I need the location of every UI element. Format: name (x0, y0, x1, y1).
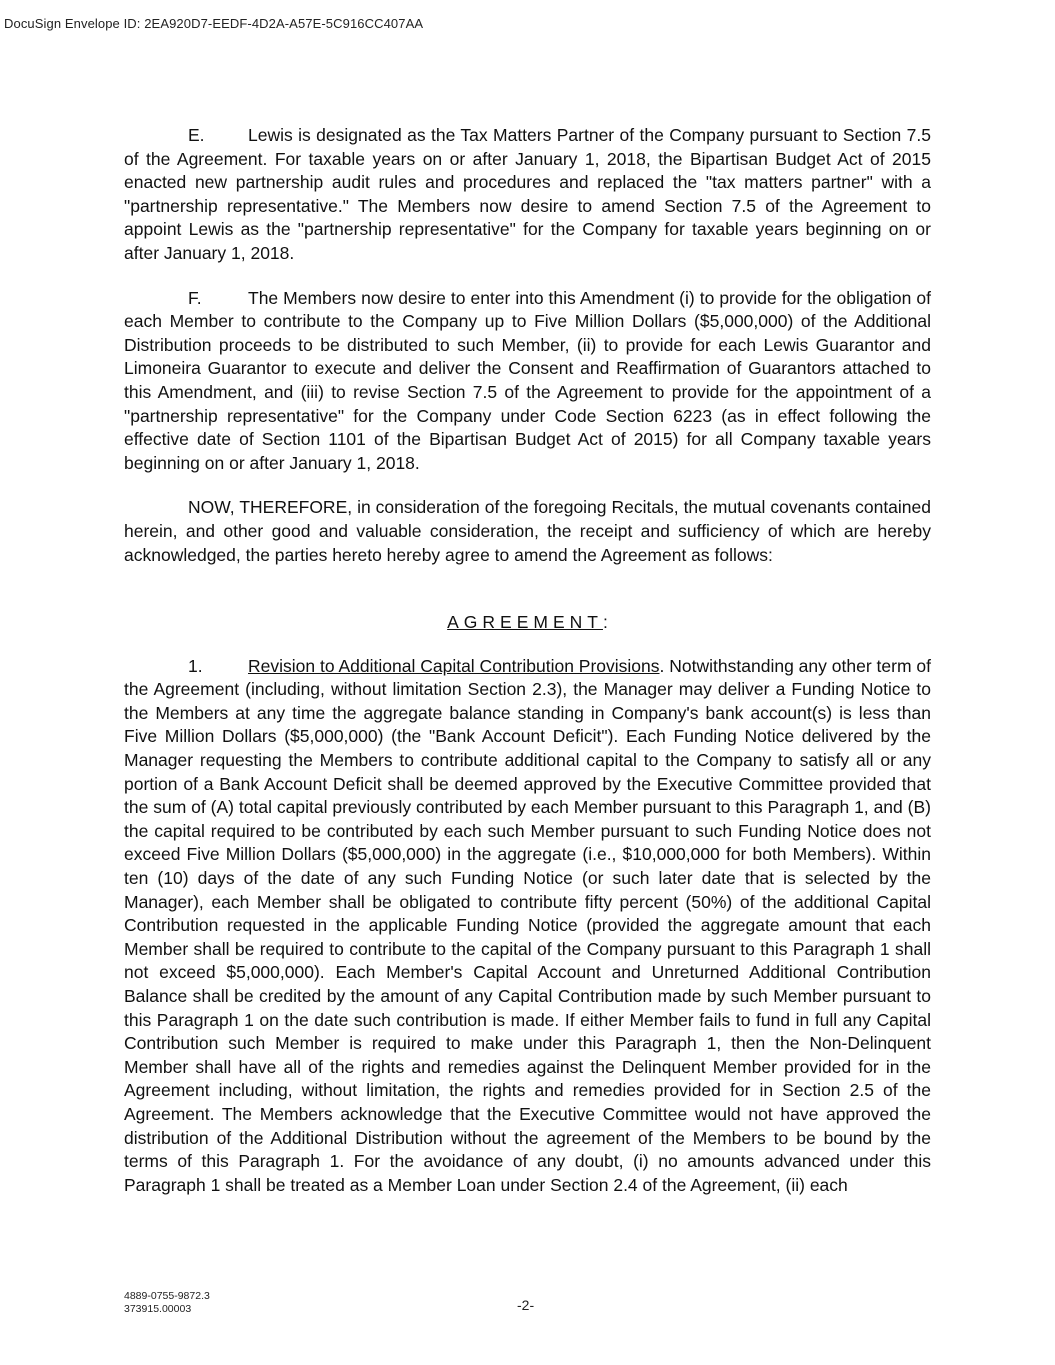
docusign-envelope-id: DocuSign Envelope ID: 2EA920D7-EEDF-4D2A-A57E-5C916CC407AA (4, 16, 424, 31)
document-body (124, 124, 931, 1197)
recital-f (124, 287, 931, 476)
recital-e-label: E. (188, 125, 205, 145)
agreement-heading (124, 611, 931, 635)
agreement-heading-suffix: : (602, 612, 608, 633)
section-1-title: Revision to Additional Capital Contribution Provisions (248, 655, 660, 676)
recital-f-label: F. (188, 287, 202, 308)
footer-document-ids (124, 1290, 210, 1316)
footer-matter-id: 373915.00003 (124, 1303, 192, 1315)
section-1-text: Notwithstanding any other term of the Agreement (including, without limitation Section 2.3), the Manager may deliver a Funding Notice to the Members at any time the aggregate balance standing in Company's bank account(s) is less than Five Million Dollars ($5,000,000) (the "Bank Account Deficit"). Each Funding Notice delivered by the Manager requesting the Members to contribute additional capital to the Company to satisfy all or any portion of a Bank Account Deficit shall be deemed approved by the Executive Committee provided that the sum of (A) total capital previously contributed by each Member pursuant to this Paragraph 1, and (B) the capital required to be contributed by each such Member pursuant to such Funding Notice does not exceed Five Million Dollars ($5,000,000) in the aggregate (i.e., $10,000,000 for both Members). Within ten (10) days of the date of any such Funding Notice (or such later date that is selected by the Manager), each Member shall be obligated to contribute fifty percent (50%) of the additional Capital Contribution requested in the applicable Funding Notice (provided the aggregate amount that each Member shall be required to contribute to the capital of the Company pursuant to this Paragraph 1 shall not exceed $5,000,000). Each Member's Capital Account and Unreturned Additional Contribution Balance shall be credited by the amount of any Capital Contribution made by such Member pursuant to this Paragraph 1 on the date such contribution is made. If either Member fails to fund in full any Capital Contribution such Member is required to make under this Paragraph 1, then the Non-Delinquent Member shall have all of the rights and remedies against the Delinquent Member provided for in the Agreement including, without limitation, the rights and remedies provided for in Section 2.5 of the Agreement. The Members acknowledge that the Executive Committee would not have approved the distribution of the Additional Distribution without the agreement of the Members to be bound by the terms of this Paragraph 1. For the avoidance of any doubt, (i) no amounts advanced under this Paragraph 1 shall be treated as a Member Loan under Section 2.4 of the Agreement, (ii) each (124, 655, 931, 1195)
recital-e-text: Lewis is designated as the Tax Matters Partner of the Company pursuant to Section 7.5 of the Agreement. For taxable years on or after January 1, 2018, the Bipartisan Budget Act of 2015 enacted new partnership audit rules and procedures and replaced the "tax matters partner" with a "partnership representative." The Members now desire to amend Section 7.5 of the Agreement to appoint Lewis as the "partnership representative" for the Company for taxable years beginning on or after January 1, 2018. (124, 125, 931, 263)
section-1-number: 1. (188, 655, 203, 676)
agreement-heading-text: AGREEMENT (447, 612, 603, 633)
section-1-title-end: . (659, 655, 665, 676)
section-1 (124, 655, 931, 1198)
page-number: -2- (517, 1297, 535, 1313)
recital-f-text: The Members now desire to enter into this Amendment (i) to provide for the obligation of each Member to contribute to the Company up to Five Million Dollars ($5,000,000) of the Additional Distribution proceeds to be distributed to such Member, (ii) to provide for each Lewis Guarantor and Limoneira Guarantor to execute and deliver the Consent and Reaffirmation of Guarantors attached to this Amendment, and (iii) to revise Section 7.5 of the Agreement to provide for the appointment of a "partnership representative" for the Company under Code Section 6223 (as in effect following the effective date of Section 1101 of the Bipartisan Budget Act of 2015) for all Company taxable years beginning on or after January 1, 2018. (124, 287, 931, 473)
footer-doc-id: 4889-0755-9872.3 (124, 1290, 210, 1302)
now-therefore-paragraph: NOW, THEREFORE, in consideration of the foregoing Recitals, the mutual covenants contained herein, and other good and valuable consideration, the receipt and sufficiency of which are hereby acknowledged, the parties hereto hereby agree to amend the Agreement as follows: (124, 497, 931, 565)
recital-e (124, 124, 931, 266)
